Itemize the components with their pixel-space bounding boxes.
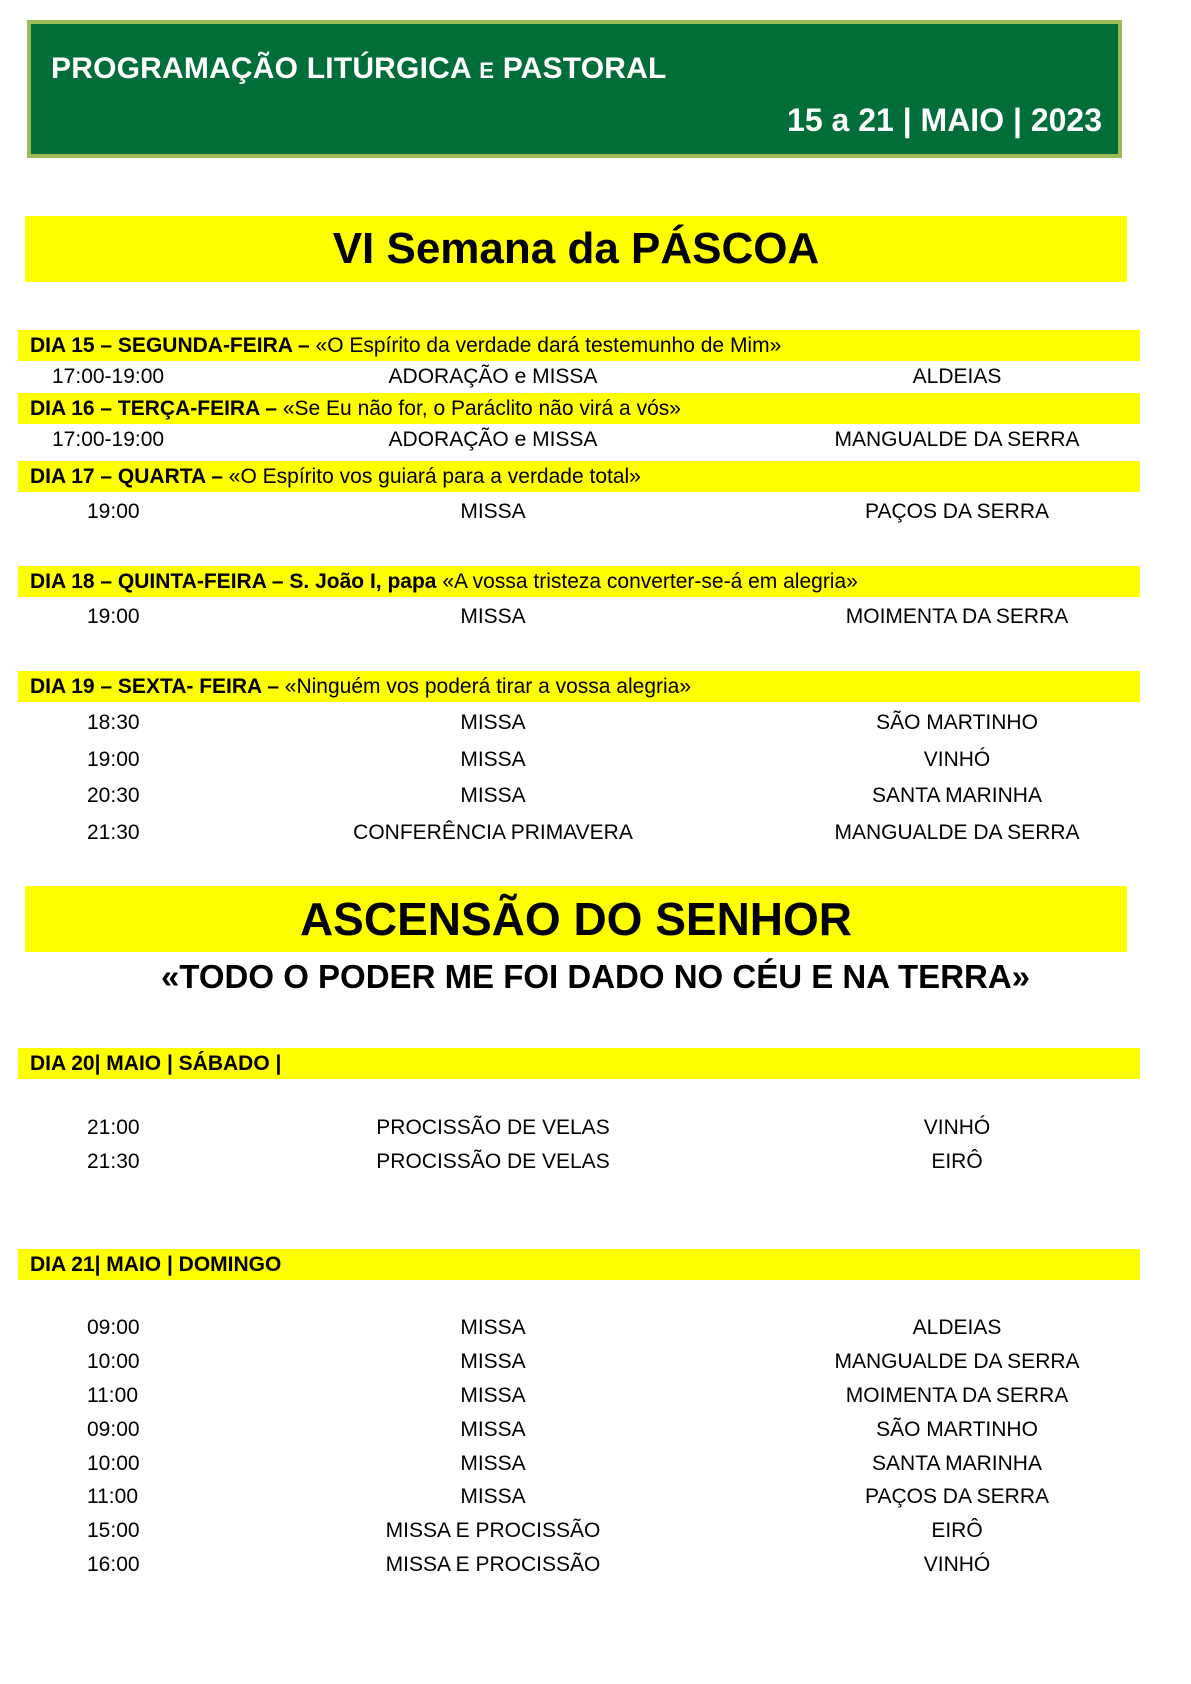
event-time: 10:00 bbox=[87, 1452, 140, 1475]
event-place: SÃO MARTINHO bbox=[876, 711, 1038, 734]
event-place: VINHÓ bbox=[923, 1553, 991, 1576]
day-label: DIA 16 – TERÇA-FEIRA – bbox=[30, 396, 277, 420]
day-label: DIA 18 – QUINTA-FEIRA – S. João I, papa bbox=[30, 569, 437, 593]
title-part-2: PASTORAL bbox=[502, 52, 667, 85]
event-activity: CONFERÊNCIA PRIMAVERA bbox=[353, 821, 633, 844]
event-place: VINHÓ bbox=[923, 1116, 991, 1139]
event-place: MANGUALDE DA SERRA bbox=[834, 821, 1080, 844]
event-time: 11:00 bbox=[87, 1485, 138, 1508]
event-place: SÃO MARTINHO bbox=[876, 1418, 1038, 1441]
event-activity: MISSA bbox=[460, 711, 526, 734]
event-time: 21:30 bbox=[87, 821, 140, 844]
event-place: EIRÔ bbox=[931, 1519, 983, 1542]
event-activity: MISSA bbox=[460, 1452, 526, 1475]
event-row bbox=[0, 1150, 1191, 1180]
day-header-17 bbox=[18, 461, 1140, 492]
event-row bbox=[0, 605, 1191, 635]
section-title-semana: VI Semana da PÁSCOA bbox=[25, 216, 1127, 282]
event-row bbox=[0, 1316, 1191, 1346]
event-time: 09:00 bbox=[87, 1418, 140, 1441]
event-row bbox=[0, 1418, 1191, 1448]
event-place: ALDEIAS bbox=[912, 365, 1002, 388]
event-activity: MISSA bbox=[460, 1384, 526, 1407]
event-activity: MISSA bbox=[460, 500, 526, 523]
day-label: DIA 21| MAIO | DOMINGO bbox=[30, 1252, 282, 1276]
event-activity: MISSA bbox=[460, 1485, 526, 1508]
event-place: PAÇOS DA SERRA bbox=[865, 500, 1049, 523]
date-range: 15 a 21 | MAIO | 2023 bbox=[787, 102, 1102, 138]
event-row bbox=[0, 711, 1191, 741]
event-activity: MISSA bbox=[460, 748, 526, 771]
event-row bbox=[0, 748, 1191, 778]
event-place: MANGUALDE DA SERRA bbox=[834, 1350, 1080, 1373]
event-row bbox=[0, 821, 1191, 851]
event-row bbox=[0, 1485, 1191, 1515]
event-row bbox=[0, 1116, 1191, 1146]
event-time: 17:00-19:00 bbox=[52, 428, 165, 451]
day-header-20 bbox=[18, 1048, 1140, 1079]
event-time: 19:00 bbox=[87, 605, 140, 628]
event-activity: MISSA bbox=[460, 784, 526, 807]
day-quote: «A vossa tristeza converter-se-á em alegria» bbox=[442, 569, 858, 593]
day-header-15 bbox=[18, 330, 1140, 361]
day-label: DIA 19 – SEXTA- FEIRA – bbox=[30, 674, 279, 698]
event-time: 09:00 bbox=[87, 1316, 140, 1339]
day-header-18 bbox=[18, 566, 1140, 597]
event-place: MANGUALDE DA SERRA bbox=[834, 428, 1080, 451]
event-activity: MISSA bbox=[460, 1418, 526, 1441]
event-time: 10:00 bbox=[87, 1350, 140, 1373]
event-activity: MISSA E PROCISSÃO bbox=[385, 1519, 601, 1542]
section-subtitle-quote: «TODO O PODER ME FOI DADO NO CÉU E NA TERRA» bbox=[160, 958, 1031, 995]
event-row bbox=[0, 1519, 1191, 1549]
event-time: 15:00 bbox=[87, 1519, 140, 1542]
day-header-16 bbox=[18, 393, 1140, 424]
day-quote: «O Espírito vos guiará para a verdade total» bbox=[228, 464, 641, 488]
event-place: VINHÓ bbox=[923, 748, 991, 771]
event-place: MOIMENTA DA SERRA bbox=[845, 605, 1069, 628]
event-row bbox=[0, 1553, 1191, 1583]
event-time: 20:30 bbox=[87, 784, 140, 807]
event-row bbox=[0, 784, 1191, 814]
day-header-19 bbox=[18, 671, 1140, 702]
event-row bbox=[0, 1350, 1191, 1380]
event-place: ALDEIAS bbox=[912, 1316, 1002, 1339]
event-row bbox=[0, 365, 1191, 395]
event-activity: MISSA bbox=[460, 1316, 526, 1339]
event-row bbox=[0, 1384, 1191, 1414]
title-conjunction: E bbox=[479, 58, 495, 83]
event-time: 19:00 bbox=[87, 500, 140, 523]
event-place: MOIMENTA DA SERRA bbox=[845, 1384, 1069, 1407]
header-banner bbox=[27, 20, 1122, 158]
event-time: 21:00 bbox=[87, 1116, 140, 1139]
event-row bbox=[0, 500, 1191, 530]
event-place: SANTA MARINHA bbox=[872, 784, 1042, 807]
event-time: 18:30 bbox=[87, 711, 140, 734]
event-activity: PROCISSÃO DE VELAS bbox=[376, 1116, 610, 1139]
title-part-1: PROGRAMAÇÃO LITÚRGICA bbox=[51, 52, 471, 85]
event-time: 21:30 bbox=[87, 1150, 140, 1173]
day-label: DIA 15 – SEGUNDA-FEIRA – bbox=[30, 333, 310, 357]
event-place: PAÇOS DA SERRA bbox=[865, 1485, 1049, 1508]
event-time: 11:00 bbox=[87, 1384, 138, 1407]
event-activity: ADORAÇÃO e MISSA bbox=[388, 428, 598, 451]
day-label: DIA 17 – QUARTA – bbox=[30, 464, 223, 488]
event-time: 19:00 bbox=[87, 748, 140, 771]
event-row bbox=[0, 428, 1191, 458]
day-header-21 bbox=[18, 1249, 1140, 1280]
day-quote: «Ninguém vos poderá tirar a vossa alegria» bbox=[284, 674, 692, 698]
event-activity: MISSA E PROCISSÃO bbox=[385, 1553, 601, 1576]
page-title bbox=[51, 52, 667, 86]
day-quote: «Se Eu não for, o Paráclito não virá a vós» bbox=[282, 396, 681, 420]
event-time: 17:00-19:00 bbox=[52, 365, 165, 388]
event-activity: MISSA bbox=[460, 1350, 526, 1373]
event-activity: ADORAÇÃO e MISSA bbox=[388, 365, 598, 388]
event-place: EIRÔ bbox=[931, 1150, 983, 1173]
event-place: SANTA MARINHA bbox=[872, 1452, 1042, 1475]
day-quote: «O Espírito da verdade dará testemunho de Mim» bbox=[315, 333, 782, 357]
event-row bbox=[0, 1452, 1191, 1482]
event-activity: MISSA bbox=[460, 605, 526, 628]
event-time: 16:00 bbox=[87, 1553, 140, 1576]
day-label: DIA 20| MAIO | SÁBADO | bbox=[30, 1051, 282, 1075]
event-activity: PROCISSÃO DE VELAS bbox=[376, 1150, 610, 1173]
section-title-ascensao: ASCENSÃO DO SENHOR bbox=[25, 886, 1127, 952]
